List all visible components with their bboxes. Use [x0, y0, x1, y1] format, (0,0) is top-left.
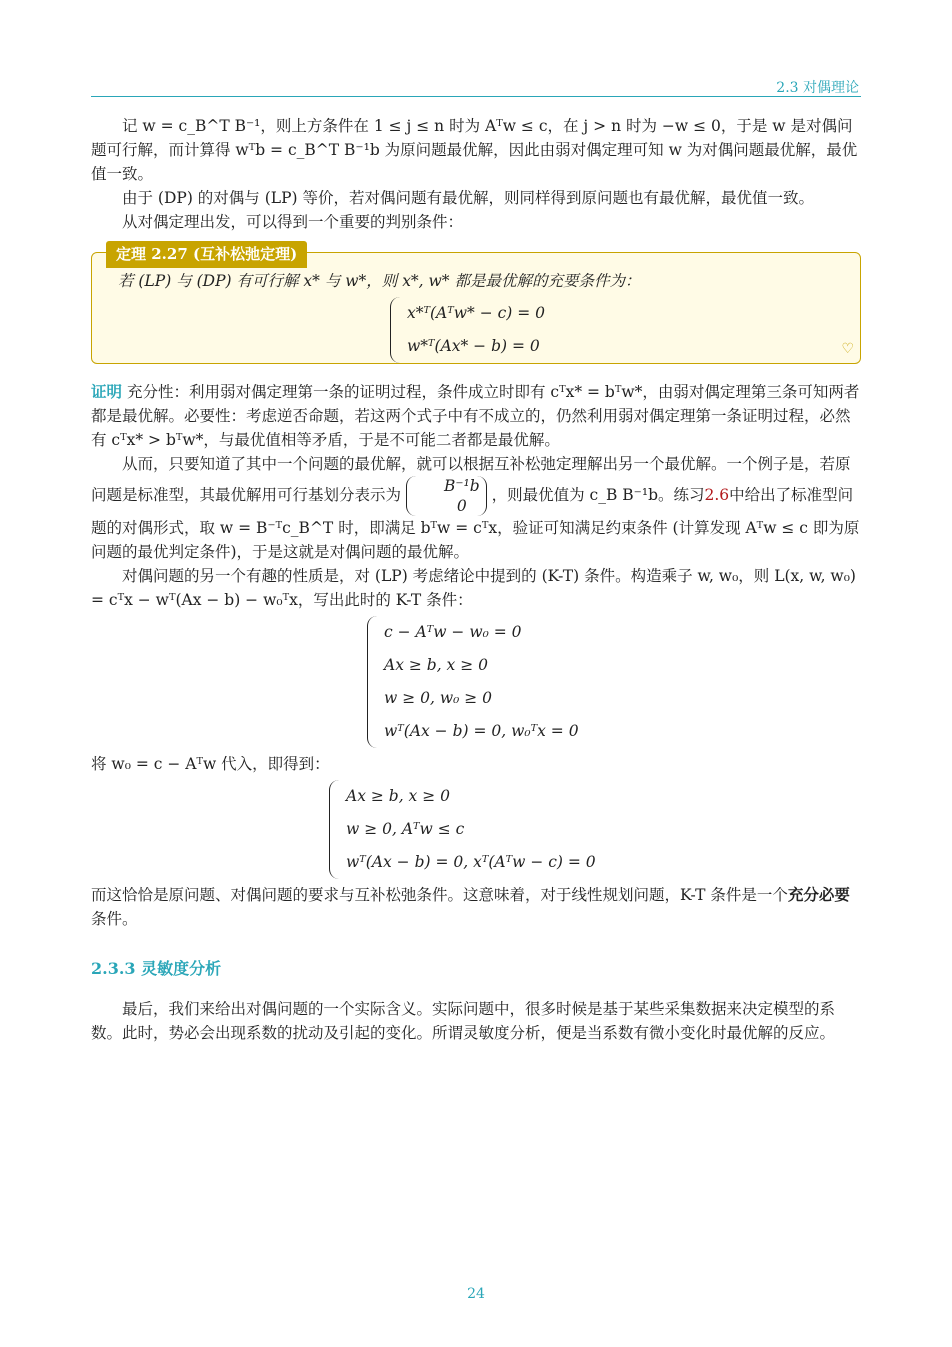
page-content [91, 114, 861, 1045]
left-brace [367, 616, 380, 748]
theorem-end-mark: ♡ [841, 341, 854, 357]
paragraph-7-a: 而这恰恰是原问题、对偶问题的要求与互补松弛条件。这意味着，对于线性规划问题，K-T 条件是一个 [91, 886, 788, 904]
running-header: 2.3 对偶理论 [776, 80, 859, 96]
paragraph-4 [91, 452, 861, 564]
proof-text: 充分性：利用弱对偶定理第一条的证明过程，条件成立时即有 cᵀx* = bᵀw*，由弱对偶定理第三条可知两者都是最优解。必要性：考虑逆否命题，若这两个式子中有不成立的，仍然利用弱对偶定理第一条证明过程，必然有 cᵀx* > bᵀw*，与最优值相等矛盾，于是不可能二者都是最优解。 [91, 383, 860, 449]
vector-top: B⁻¹b [443, 477, 480, 495]
paragraph-8: 最后，我们来给出对偶问题的一个实际含义。实际问题中，很多时候是基于某些采集数据来决定模型的系数。此时，势必会出现系数的扰动及引起的变化。所谓灵敏度分析，便是当系数有微小变化时最优解的反应。 [91, 1000, 836, 1042]
header-rule [91, 96, 861, 97]
page-number: 24 [467, 1286, 485, 1302]
paragraph-7 [91, 883, 861, 931]
proof-paragraph [91, 380, 861, 452]
paragraph-3: 从对偶定理出发，可以得到一个重要的判别条件： [122, 213, 464, 231]
paragraph-6: 将 w₀ = c − Aᵀw 代入，即得到： [91, 755, 330, 773]
paragraph-1: 记 w = c_B^T B⁻¹，则上方条件在 1 ≤ j ≤ n 时为 Aᵀw ≤ c，在 j > n 时为 −w ≤ 0，于是 w 是对偶问题可行解，而计算得 wᵀb = c_B^T B⁻¹b 为原问题最优解，因此由弱对偶定理可知 w 为对偶问题最优解，最优值一致。 [91, 117, 858, 183]
basis-vector [406, 476, 487, 516]
theorem-equations [390, 297, 846, 363]
kt-conditions-1 [367, 616, 861, 748]
left-brace [390, 297, 403, 363]
kt1-line: w ≥ 0, w₀ ≥ 0 [384, 689, 493, 707]
theorem-statement: 若 (LP) 与 (DP) 有可行解 x* 与 w*，则 x*, w* 都是最优解的充要条件为： [118, 272, 641, 290]
paragraph-5: 对偶问题的另一个有趣的性质是，对 (LP) 考虑绪论中提到的 (K-T) 条件。构造乘子 w, w₀，则 L(x, w, w₀) = cᵀx − wᵀ(Ax − b) − w₀ᵀx，写出此时的 K-T 条件： [91, 567, 856, 609]
paragraph-2: 由于 (DP) 的对偶与 (LP) 等价，若对偶问题有最优解，则同样得到原问题也有最优解，最优值一致。 [122, 189, 814, 207]
kt1-line: Ax ≥ b, x ≥ 0 [384, 656, 488, 674]
left-brace [329, 780, 342, 879]
theorem-box [91, 245, 861, 364]
kt2-line: wᵀ(Ax − b) = 0, xᵀ(Aᵀw − c) = 0 [346, 853, 596, 871]
paragraph-7-b: 条件。 [91, 910, 138, 928]
theorem-eq-1: x*ᵀ(Aᵀw* − c) = 0 [407, 304, 546, 322]
section-heading: 2.3.3 灵敏度分析 [91, 959, 222, 978]
paragraph-4-a: 从而，只要知道了其中一个问题的最优解，就可以根据互补松弛定理解出另一个最优解。一个例子是，若原问题是标准型，其最优解用可行基划分表示为 [91, 455, 851, 504]
theorem-eq-2: w*ᵀ(Ax* − b) = 0 [407, 337, 540, 355]
kt2-line: w ≥ 0, Aᵀw ≤ c [346, 820, 465, 838]
vector-bottom: 0 [456, 497, 467, 515]
kt2-line: Ax ≥ b, x ≥ 0 [346, 787, 450, 805]
paragraph-4-b: ，则最优值为 c_B B⁻¹b。练习 [491, 486, 705, 504]
kt1-line: c − Aᵀw − w₀ = 0 [384, 623, 522, 641]
theorem-title: 定理 2.27 (互补松弛定理) [106, 241, 307, 268]
exercise-ref-link[interactable]: 2.6 [704, 486, 730, 504]
paragraph-4-c: 中给出了标准型问题的对偶形式，取 w = B⁻ᵀc_B^T 时，即满足 bᵀw = cᵀx，验证可知满足约束条件 (计算发现 Aᵀw ≤ c 即为原问题的最优判定条件)，于是这就是对偶问题的最优解。 [91, 486, 860, 561]
kt-conditions-2 [329, 780, 861, 879]
proof-label: 证明 [91, 382, 123, 401]
emphasis-text: 充分必要 [787, 885, 850, 904]
kt1-line: wᵀ(Ax − b) = 0, w₀ᵀx = 0 [384, 722, 579, 740]
